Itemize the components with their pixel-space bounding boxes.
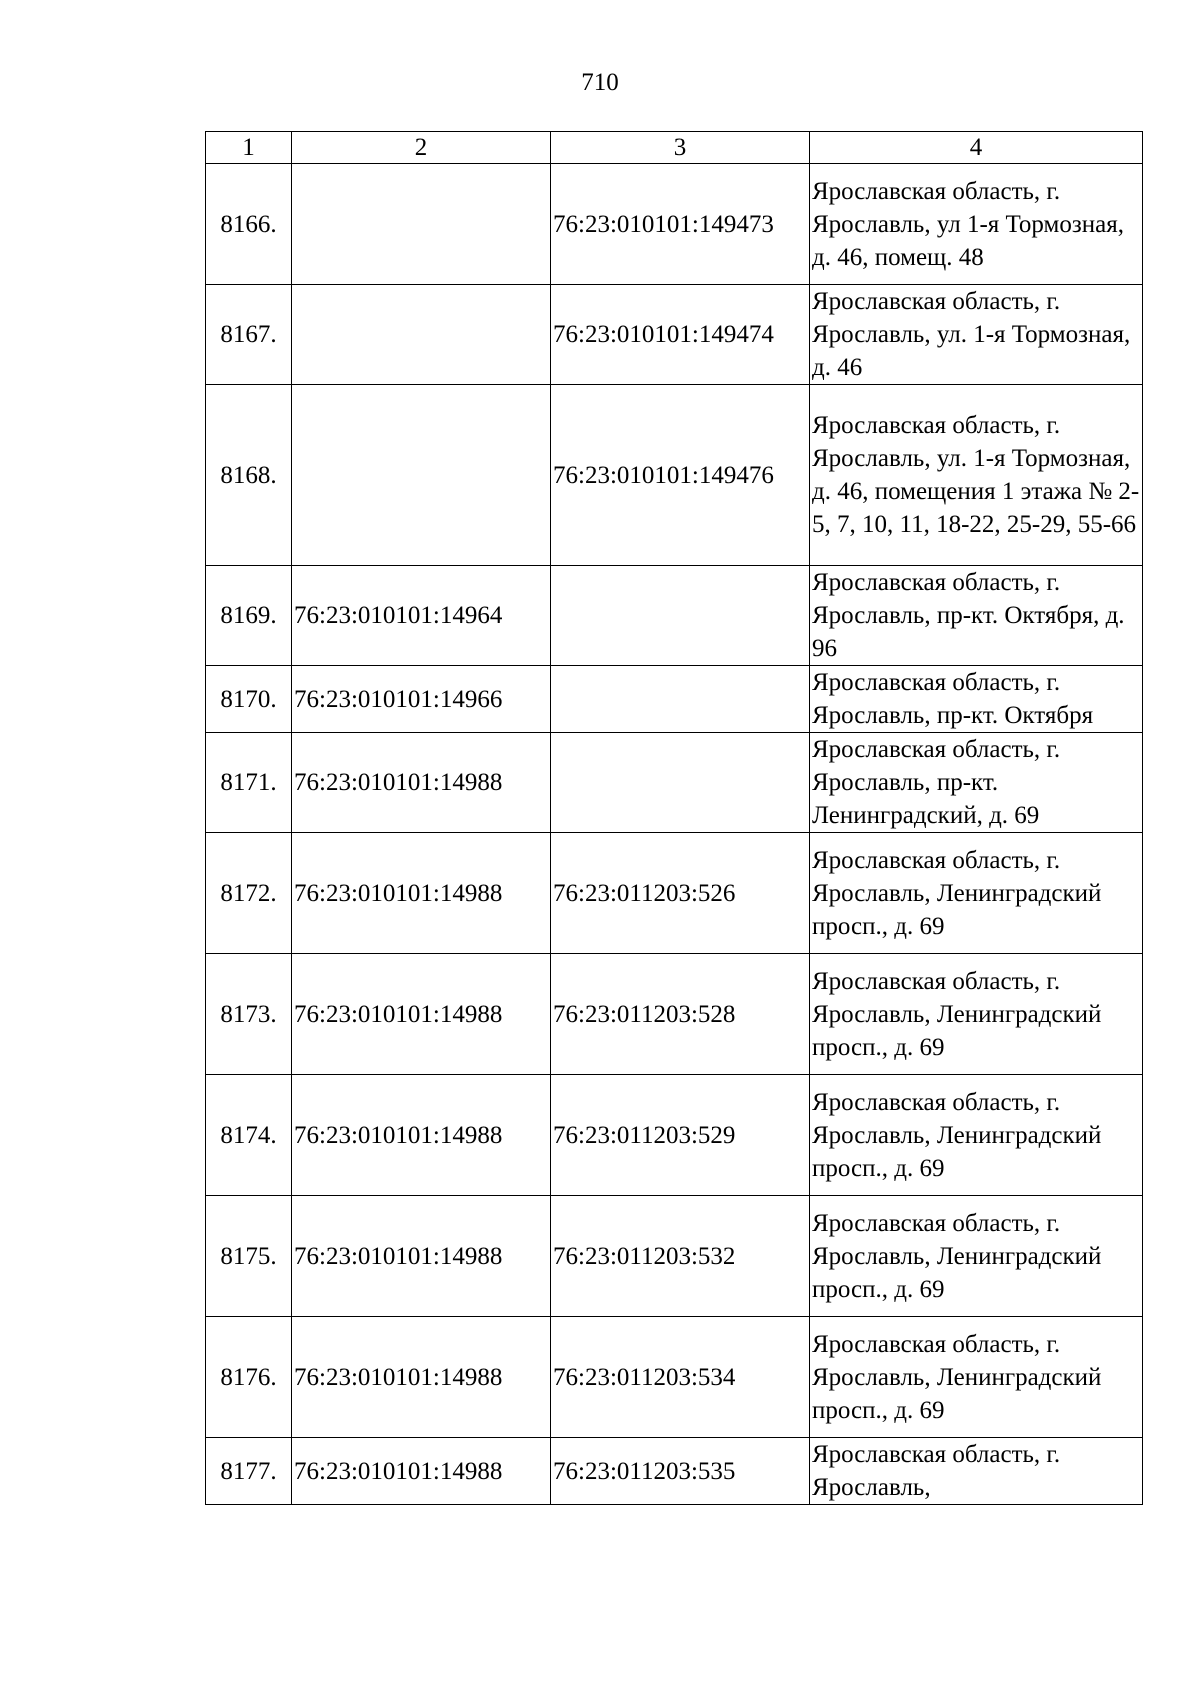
- table-row: [206, 954, 1143, 1075]
- cadastral-number-col3: 76:23:011203:535: [551, 1438, 810, 1505]
- registry-table: [205, 131, 1143, 1505]
- cadastral-number-col3: 76:23:011203:534: [551, 1317, 810, 1438]
- address-cell: Ярославская область, г. Ярославль, пр-кт. Ленинградский, д. 69: [810, 733, 1143, 833]
- cadastral-number-col2: 76:23:010101:14988: [292, 1438, 551, 1505]
- table-row: [206, 1075, 1143, 1196]
- address-cell: Ярославская область, г. Ярославль, Ленинградский просп., д. 69: [810, 1075, 1143, 1196]
- row-number: 8170.: [206, 666, 292, 733]
- table-row: [206, 385, 1143, 566]
- page-number: 710: [581, 69, 619, 96]
- cadastral-number-col3: [551, 666, 810, 733]
- row-number: 8177.: [206, 1438, 292, 1505]
- table-row: [206, 1317, 1143, 1438]
- cadastral-number-col3: 76:23:010101:149473: [551, 164, 810, 285]
- cadastral-number-col2: 76:23:010101:14988: [292, 733, 551, 833]
- cadastral-number-col3: 76:23:010101:149474: [551, 285, 810, 385]
- address-cell: Ярославская область, г. Ярославль, Ленинградский просп., д. 69: [810, 1196, 1143, 1317]
- column-header: 3: [551, 132, 810, 164]
- row-number: 8175.: [206, 1196, 292, 1317]
- table-row: [206, 833, 1143, 954]
- row-number: 8167.: [206, 285, 292, 385]
- address-cell: Ярославская область, г. Ярославль, ул. 1-я Тормозная, д. 46: [810, 285, 1143, 385]
- table-row: [206, 1438, 1143, 1505]
- table-row: [206, 566, 1143, 666]
- row-number: 8176.: [206, 1317, 292, 1438]
- cadastral-number-col3: 76:23:011203:529: [551, 1075, 810, 1196]
- row-number: 8174.: [206, 1075, 292, 1196]
- address-cell: Ярославская область, г. Ярославль, Ленинградский просп., д. 69: [810, 1317, 1143, 1438]
- cadastral-number-col2: 76:23:010101:14988: [292, 1317, 551, 1438]
- cadastral-number-col2: [292, 285, 551, 385]
- table-row: [206, 733, 1143, 833]
- column-header: 2: [292, 132, 551, 164]
- table-row: [206, 285, 1143, 385]
- table-row: [206, 1196, 1143, 1317]
- column-header: 1: [206, 132, 292, 164]
- cadastral-number-col2: 76:23:010101:14966: [292, 666, 551, 733]
- cadastral-number-col3: 76:23:010101:149476: [551, 385, 810, 566]
- table-row: [206, 666, 1143, 733]
- address-cell: Ярославская область, г. Ярославль, Ленинградский просп., д. 69: [810, 954, 1143, 1075]
- cadastral-number-col2: [292, 164, 551, 285]
- table-row: [206, 164, 1143, 285]
- cadastral-number-col2: 76:23:010101:14988: [292, 1075, 551, 1196]
- address-cell: Ярославская область, г. Ярославль,: [810, 1438, 1143, 1505]
- row-number: 8169.: [206, 566, 292, 666]
- address-cell: Ярославская область, г. Ярославль, пр-кт. Октября: [810, 666, 1143, 733]
- cadastral-number-col3: 76:23:011203:528: [551, 954, 810, 1075]
- cadastral-number-col3: 76:23:011203:532: [551, 1196, 810, 1317]
- row-number: 8173.: [206, 954, 292, 1075]
- column-header: 4: [810, 132, 1143, 164]
- address-cell: Ярославская область, г. Ярославль, ул. 1-я Тормозная, д. 46, помещения 1 этажа № 2-5, 7, 10, 11, 18-22, 25-29, 55-66: [810, 385, 1143, 566]
- address-cell: Ярославская область, г. Ярославль, ул 1-я Тормозная, д. 46, помещ. 48: [810, 164, 1143, 285]
- table-header-row: [206, 132, 1143, 164]
- row-number: 8171.: [206, 733, 292, 833]
- cadastral-number-col2: 76:23:010101:14988: [292, 833, 551, 954]
- cadastral-number-col3: 76:23:011203:526: [551, 833, 810, 954]
- cadastral-number-col2: 76:23:010101:14988: [292, 1196, 551, 1317]
- row-number: 8168.: [206, 385, 292, 566]
- cadastral-number-col2: [292, 385, 551, 566]
- cadastral-number-col3: [551, 733, 810, 833]
- row-number: 8172.: [206, 833, 292, 954]
- row-number: 8166.: [206, 164, 292, 285]
- cadastral-number-col2: 76:23:010101:14988: [292, 954, 551, 1075]
- cadastral-number-col3: [551, 566, 810, 666]
- cadastral-number-col2: 76:23:010101:14964: [292, 566, 551, 666]
- address-cell: Ярославская область, г. Ярославль, пр-кт. Октября, д. 96: [810, 566, 1143, 666]
- address-cell: Ярославская область, г. Ярославль, Ленинградский просп., д. 69: [810, 833, 1143, 954]
